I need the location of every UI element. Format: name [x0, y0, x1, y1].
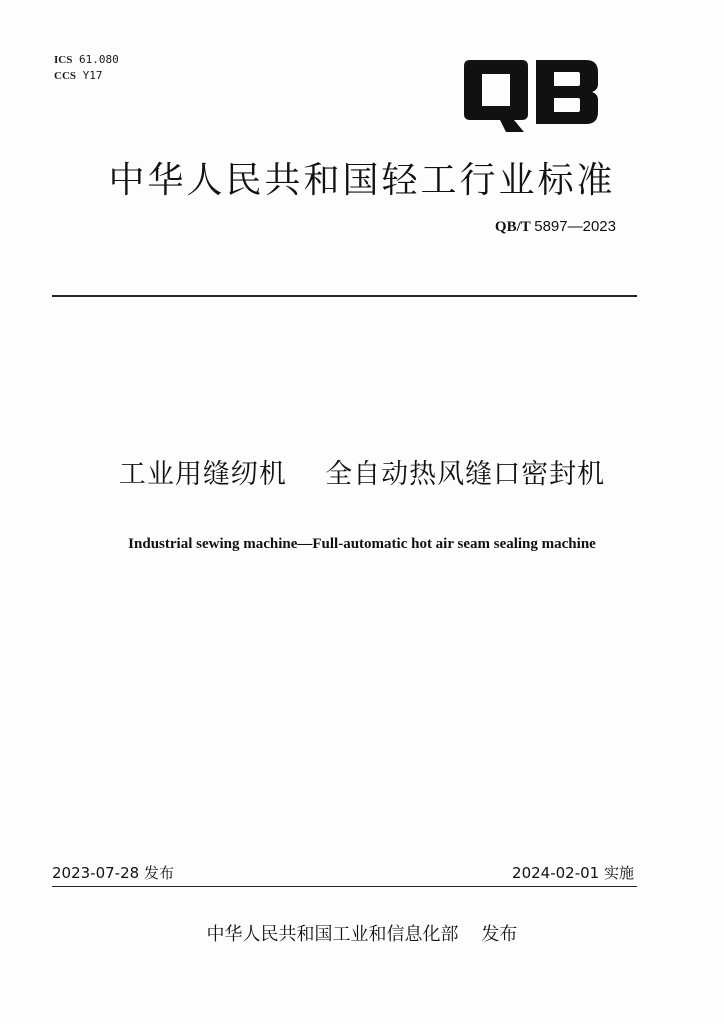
ccs-value: Y17	[82, 69, 103, 82]
qb-logo	[462, 56, 602, 136]
classification-codes	[54, 52, 119, 84]
english-title: Industrial sewing machine—Full-automatic hot air seam sealing machine	[128, 536, 596, 552]
ics-value: 61.080	[78, 53, 119, 66]
issue-date: 2023-07-28 发布	[52, 864, 174, 882]
bottom-divider	[52, 886, 637, 887]
standard-number-prefix: QB/T	[494, 219, 531, 235]
ics-label: ICS	[54, 54, 73, 66]
effective-date: 2024-02-01 实施	[512, 864, 634, 882]
ics-code-row	[54, 52, 119, 68]
qb-logo-graphic	[462, 56, 602, 136]
standard-number	[495, 218, 616, 236]
chinese-title: 工业用缝纫机 全自动热风缝口密封机	[118, 459, 606, 490]
standard-number-value: 5897—2023	[534, 218, 616, 235]
standard-category-title: 中华人民共和国轻工行业标准	[108, 160, 616, 201]
ccs-label: CCS	[54, 70, 77, 82]
top-divider	[52, 295, 637, 297]
publisher: 中华人民共和国工业和信息化部 发布	[206, 924, 518, 945]
ccs-code-row	[54, 68, 119, 84]
